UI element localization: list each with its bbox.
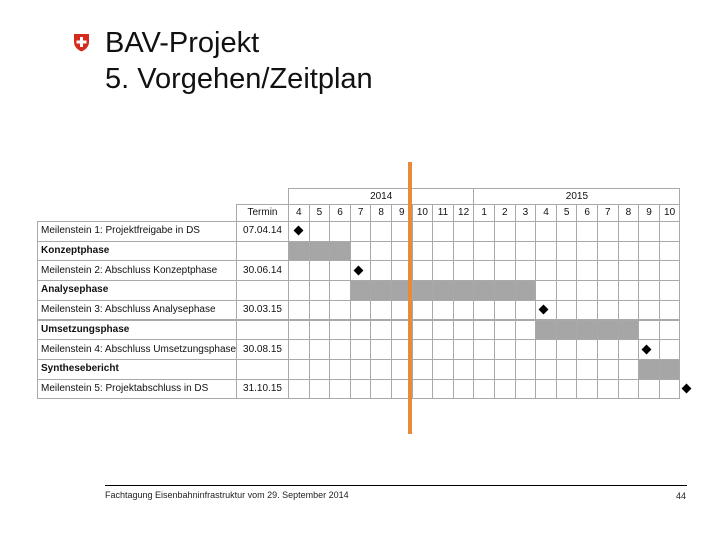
grid-cell [432,339,454,360]
grid-cell [412,260,434,281]
grid-cell [473,359,495,380]
grid-cell [638,221,660,242]
month-header: 4 [535,204,557,222]
grid-cell [288,359,310,380]
grid-cell [473,339,495,360]
phase-bar-cell [494,280,516,301]
grid-cell [576,300,598,321]
grid-cell [597,379,619,400]
gantt-chart [37,188,680,398]
grid-cell [597,280,619,301]
grid-cell [473,221,495,242]
phase-bar-cell [412,280,434,301]
grid-cell [618,221,640,242]
grid-cell [659,379,681,400]
grid-cell [309,320,331,341]
phase-bar-cell [638,359,660,380]
grid-cell [556,280,578,301]
month-header: 4 [288,204,310,222]
grid-cell [659,320,681,341]
grid-cell [618,241,640,262]
phase-bar-cell [576,320,598,341]
year-header: 2015 [473,188,680,205]
grid-cell [350,241,372,262]
grid-cell [659,221,681,242]
termin-cell: 30.06.14 [236,260,289,281]
grid-cell [370,241,392,262]
grid-cell [494,379,516,400]
termin-cell [236,280,289,301]
grid-cell [638,280,660,301]
termin-cell [236,241,289,262]
grid-cell [638,241,660,262]
grid-cell [535,280,557,301]
grid-cell [453,260,475,281]
phase-bar-cell [370,280,392,301]
title-line-1: BAV-Projekt [105,27,260,59]
grid-cell [309,300,331,321]
grid-cell [535,241,557,262]
phase-bar-cell [432,280,454,301]
grid-cell [288,339,310,360]
grid-cell [329,320,351,341]
grid-cell [515,260,537,281]
grid-cell [494,241,516,262]
phase-label: Konzeptphase [37,241,237,262]
grid-cell [473,320,495,341]
grid-cell [370,339,392,360]
phase-bar-cell [473,280,495,301]
month-header: 2 [494,204,516,222]
month-header: 8 [370,204,392,222]
page-title [105,25,373,97]
phase-bar-cell [453,280,475,301]
grid-cell [576,339,598,360]
month-header: 7 [350,204,372,222]
grid-cell [350,300,372,321]
grid-cell [329,379,351,400]
grid-cell [370,260,392,281]
grid-cell [597,221,619,242]
grid-cell [515,320,537,341]
grid-cell [659,300,681,321]
phase-label: Synthesebericht [37,359,237,380]
grid-cell [659,339,681,360]
month-header: 8 [618,204,640,222]
grid-cell [329,359,351,380]
grid-cell [556,339,578,360]
grid-cell [638,300,660,321]
grid-cell [309,260,331,281]
grid-cell [618,280,640,301]
phase-bar-cell [329,241,351,262]
grid-cell [556,221,578,242]
phase-bar-cell [309,241,331,262]
grid-cell [350,221,372,242]
grid-cell [618,260,640,281]
grid-cell [515,221,537,242]
grid-cell [515,300,537,321]
milestone-label: Meilenstein 4: Abschluss Umsetzungsphase [37,339,237,360]
phase-bar-cell [597,320,619,341]
grid-cell [535,379,557,400]
month-header: 12 [453,204,475,222]
month-header: 5 [556,204,578,222]
grid-cell [412,241,434,262]
month-header: 3 [515,204,537,222]
termin-cell: 07.04.14 [236,221,289,242]
grid-cell [556,359,578,380]
grid-cell [288,260,310,281]
year-header: 2014 [288,188,474,205]
phase-label: Analysephase [37,280,237,301]
footer-text: Fachtagung Eisenbahninfrastruktur vom 29. September 2014 [105,490,349,500]
grid-cell [515,359,537,380]
grid-cell [556,300,578,321]
grid-cell [576,260,598,281]
grid-cell [494,339,516,360]
grid-cell [288,300,310,321]
grid-cell [515,339,537,360]
grid-cell [453,379,475,400]
grid-cell [494,260,516,281]
grid-cell [309,280,331,301]
phase-label: Umsetzungsphase [37,320,237,341]
grid-cell [309,359,331,380]
grid-cell [659,241,681,262]
termin-header: Termin [236,204,289,222]
grid-cell [370,359,392,380]
grid-cell [659,280,681,301]
grid-cell [370,221,392,242]
termin-cell: 30.03.15 [236,300,289,321]
milestone-diamond [682,383,692,393]
grid-cell [576,359,598,380]
phase-bar-cell [515,280,537,301]
grid-cell [618,339,640,360]
grid-cell [576,241,598,262]
phase-bar-cell [288,241,310,262]
grid-cell [576,221,598,242]
grid-cell [412,221,434,242]
grid-cell [350,320,372,341]
grid-cell [618,379,640,400]
grid-cell [473,241,495,262]
grid-cell [659,260,681,281]
month-header: 7 [597,204,619,222]
phase-bar-cell [659,359,681,380]
milestone-label: Meilenstein 3: Abschluss Analysephase [37,300,237,321]
grid-cell [350,379,372,400]
grid-cell [432,300,454,321]
grid-cell [288,379,310,400]
grid-cell [370,320,392,341]
footer-divider [105,485,687,486]
phase-bar-cell [535,320,557,341]
grid-cell [288,320,310,341]
swiss-cross-logo [73,33,90,52]
month-header: 9 [391,204,413,222]
grid-cell [350,339,372,360]
milestone-label: Meilenstein 1: Projektfreigabe in DS [37,221,237,242]
milestone-label: Meilenstein 5: Projektabschluss in DS [37,379,237,400]
grid-cell [494,300,516,321]
grid-cell [638,260,660,281]
termin-cell [236,320,289,341]
grid-cell [453,300,475,321]
phase-bar-cell [350,280,372,301]
grid-cell [432,320,454,341]
month-header: 10 [659,204,681,222]
grid-cell [412,339,434,360]
month-header: 10 [412,204,434,222]
grid-cell [494,320,516,341]
month-header: 1 [473,204,495,222]
grid-cell [597,241,619,262]
grid-cell [412,320,434,341]
termin-cell [236,359,289,380]
grid-cell [432,221,454,242]
grid-cell [473,300,495,321]
grid-cell [329,300,351,321]
grid-cell [309,221,331,242]
grid-cell [597,300,619,321]
grid-cell [350,359,372,380]
grid-cell [515,379,537,400]
grid-cell [309,339,331,360]
grid-cell [597,339,619,360]
today-marker-line [408,162,412,434]
grid-cell [535,339,557,360]
grid-cell [329,339,351,360]
grid-cell [370,300,392,321]
grid-cell [432,260,454,281]
grid-cell [638,379,660,400]
grid-cell [309,379,331,400]
phase-bar-cell [618,320,640,341]
grid-cell [432,379,454,400]
grid-cell [432,359,454,380]
grid-cell [453,339,475,360]
grid-cell [412,359,434,380]
grid-cell [535,359,557,380]
grid-cell [597,260,619,281]
grid-cell [329,280,351,301]
grid-cell [618,359,640,380]
grid-cell [494,221,516,242]
grid-cell [473,379,495,400]
grid-cell [556,260,578,281]
grid-cell [618,300,640,321]
grid-cell [576,379,598,400]
grid-cell [412,300,434,321]
grid-cell [556,379,578,400]
grid-cell [412,379,434,400]
month-header: 6 [329,204,351,222]
grid-cell [556,241,578,262]
page-number: 44 [675,491,686,501]
month-header: 6 [576,204,598,222]
termin-cell: 31.10.15 [236,379,289,400]
month-header: 11 [432,204,454,222]
termin-cell: 30.08.15 [236,339,289,360]
grid-cell [597,359,619,380]
grid-cell [494,359,516,380]
cross-horizontal [77,41,87,44]
grid-cell [515,241,537,262]
grid-cell [453,320,475,341]
grid-cell [370,379,392,400]
grid-cell [453,359,475,380]
grid-cell [453,241,475,262]
title-line-2: 5. Vorgehen/Zeitplan [105,63,373,95]
grid-cell [535,260,557,281]
month-header: 9 [638,204,660,222]
grid-cell [576,280,598,301]
grid-cell [638,320,660,341]
grid-cell [535,221,557,242]
month-header: 5 [309,204,331,222]
milestone-label: Meilenstein 2: Abschluss Konzeptphase [37,260,237,281]
grid-cell [329,260,351,281]
phase-bar-cell [556,320,578,341]
grid-cell [329,221,351,242]
grid-cell [453,221,475,242]
grid-cell [288,280,310,301]
grid-cell [432,241,454,262]
grid-cell [473,260,495,281]
